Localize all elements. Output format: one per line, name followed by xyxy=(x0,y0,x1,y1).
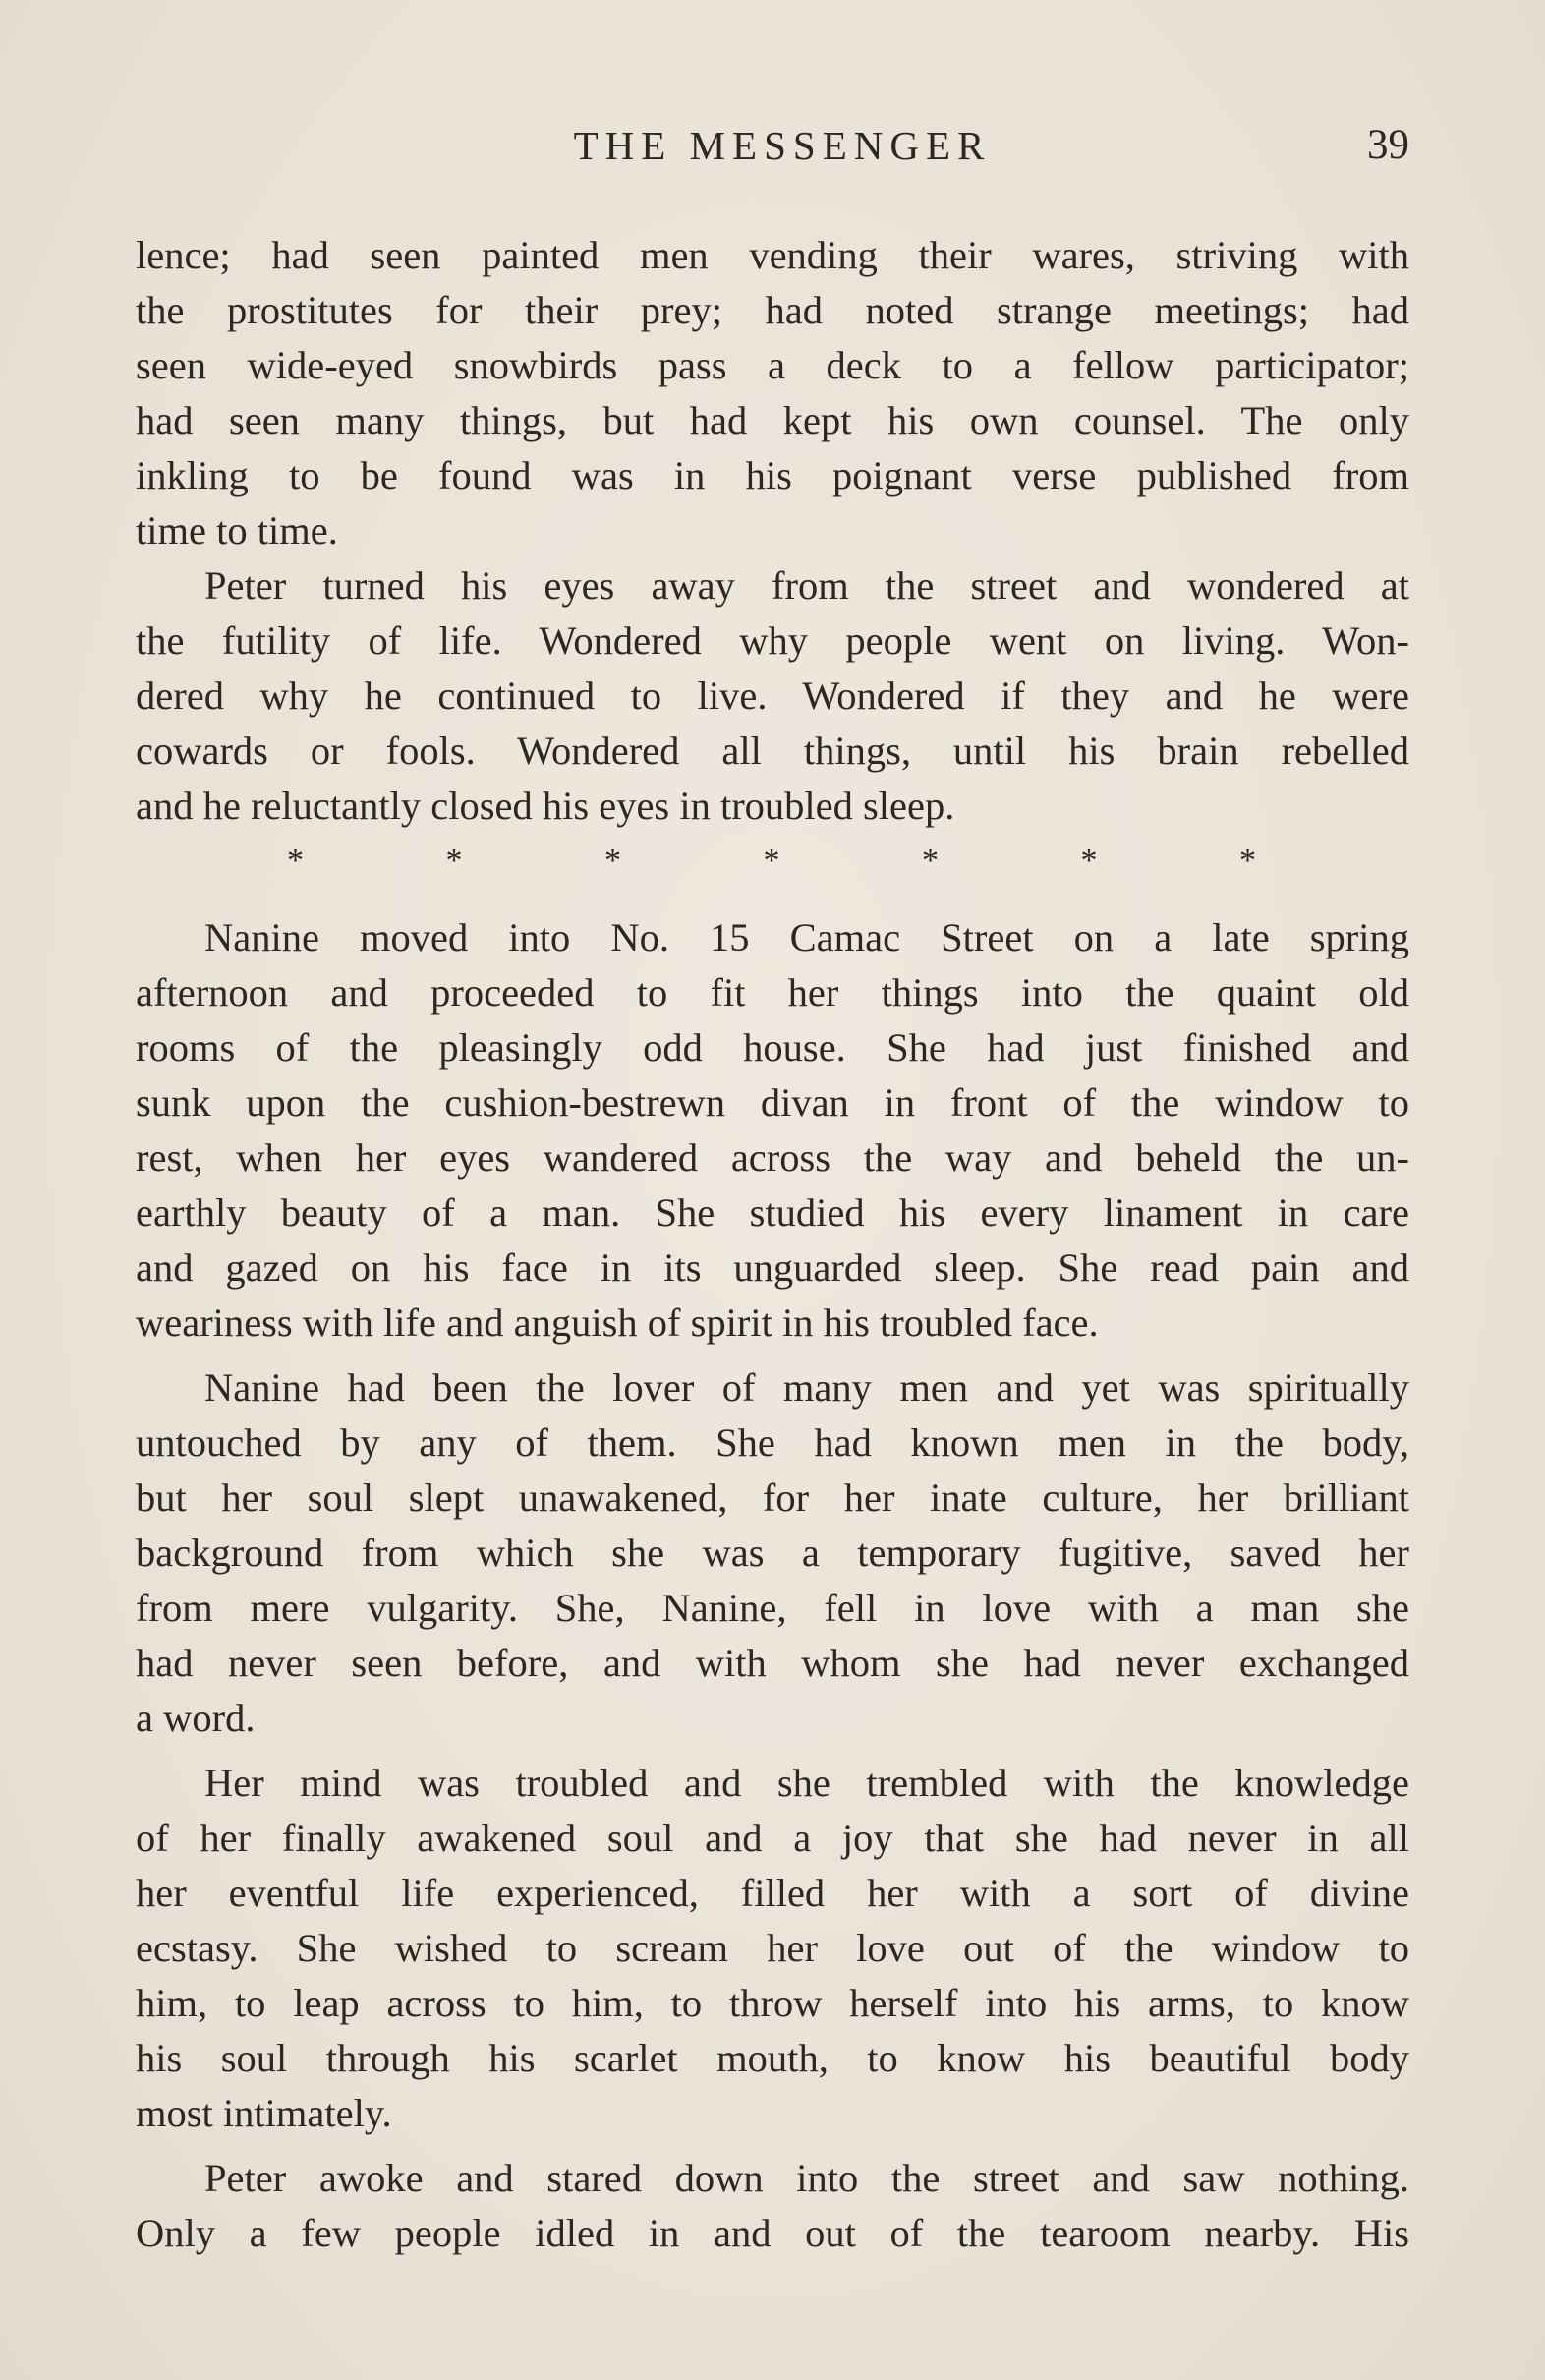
text-line: Peter turned his eyes away from the street and wondered at xyxy=(204,563,1409,608)
text-line: his soul through his scarlet mouth, to know his beautiful body xyxy=(136,2036,1409,2080)
text-line: most intimately. xyxy=(136,2091,392,2135)
text-line: dered why he continued to live. Wondered if they and he were xyxy=(136,673,1409,718)
text-line: the futility of life. Wondered why people went on living. Won- xyxy=(136,618,1409,663)
text-line: from mere vulgarity. She, Nanine, fell in love with a man she xyxy=(136,1586,1409,1630)
text-line: had never seen before, and with whom she had never exchanged xyxy=(136,1641,1409,1685)
section-break xyxy=(287,834,1256,889)
text-line: the prostitutes for their prey; had noted strange meetings; had xyxy=(136,288,1409,332)
text-line: Nanine moved into No. 15 Camac Street on a late spring xyxy=(204,915,1409,959)
text-line: lence; had seen painted men vending their wares, striving with xyxy=(136,233,1409,277)
text-line: had seen many things, but had kept his own counsel. The only xyxy=(136,398,1409,442)
text-line: inkling to be found was in his poignant verse published from xyxy=(136,453,1409,497)
text-line: afternoon and proceeded to fit her things into the quaint old xyxy=(136,970,1409,1015)
text-line: her eventful life experienced, filled her with a sort of divine xyxy=(136,1871,1409,1915)
body-text xyxy=(136,228,1409,2261)
text-line: him, to leap across to him, to throw herself into his arms, to know xyxy=(136,1981,1409,2025)
paragraph xyxy=(136,228,1409,558)
text-line: and he reluctantly closed his eyes in troubled sleep. xyxy=(136,784,955,828)
text-line: Only a few people idled in and out of the tearoom nearby. His xyxy=(136,2211,1409,2255)
text-line: untouched by any of them. She had known men in the body, xyxy=(136,1421,1409,1465)
asterisk: * xyxy=(763,842,780,879)
text-line: time to time. xyxy=(136,508,338,552)
paragraph xyxy=(136,2151,1409,2261)
asterisk: * xyxy=(1080,842,1098,879)
asterisk: * xyxy=(922,842,939,879)
asterisk: * xyxy=(445,842,463,879)
page-number: 39 xyxy=(1367,122,1409,168)
text-line: background from which she was a temporary fugitive, saved her xyxy=(136,1531,1409,1575)
asterisk: * xyxy=(287,842,304,879)
text-line: Her mind was troubled and she trembled with the knowledge xyxy=(204,1761,1409,1805)
text-line: but her soul slept unawakened, for her inate culture, her brilliant xyxy=(136,1476,1409,1520)
text-line: Nanine had been the lover of many men and yet was spiritually xyxy=(204,1365,1409,1410)
text-line: and gazed on his face in its unguarded sleep. She read pain and xyxy=(136,1246,1409,1290)
text-line: cowards or fools. Wondered all things, until his brain rebelled xyxy=(136,728,1409,773)
text-line: rooms of the pleasingly odd house. She had just finished and xyxy=(136,1025,1409,1070)
text-line: seen wide-eyed snowbirds pass a deck to a fellow participator; xyxy=(136,343,1409,387)
text-line: weariness with life and anguish of spirit in his troubled face. xyxy=(136,1301,1099,1345)
paragraph xyxy=(136,1361,1409,1746)
paragraph xyxy=(136,1756,1409,2141)
asterisk: * xyxy=(1239,842,1256,879)
text-line: rest, when her eyes wandered across the way and beheld the un- xyxy=(136,1135,1409,1180)
asterisk: * xyxy=(604,842,621,879)
page-header xyxy=(136,116,1409,175)
paragraph xyxy=(136,910,1409,1351)
text-line: sunk upon the cushion-bestrewn divan in front of the window to xyxy=(136,1080,1409,1125)
text-line: of her finally awakened soul and a joy that she had never in all xyxy=(136,1816,1409,1860)
text-line: a word. xyxy=(136,1696,256,1740)
text-line: ecstasy. She wished to scream her love out of the window to xyxy=(136,1926,1409,1970)
running-head: THE MESSENGER xyxy=(573,123,992,168)
paragraph xyxy=(136,558,1409,834)
text-line: earthly beauty of a man. She studied his every linament in care xyxy=(136,1190,1409,1235)
text-line: Peter awoke and stared down into the street and saw nothing. xyxy=(204,2156,1409,2200)
